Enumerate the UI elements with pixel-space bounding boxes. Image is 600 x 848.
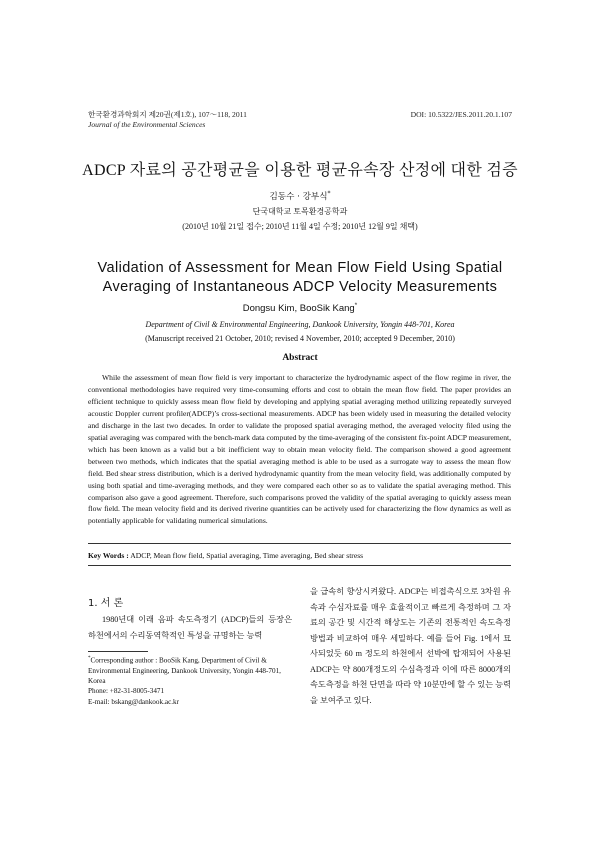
english-authors bbox=[0, 302, 600, 314]
divider-top bbox=[88, 543, 511, 544]
section-heading: 1. 서 론 bbox=[88, 598, 124, 609]
english-title-line2: Averaging of Instantaneous ADCP Velocity Measurements bbox=[102, 279, 498, 295]
section-left-text: 1980년대 이래 음파 속도측정기 (ADCP)들의 등장은 하천에서의 수리동역학적인 특성을 규명하는 능력 bbox=[88, 615, 292, 640]
korean-title: ADCP 자료의 공간평균을 이용한 평균유속장 산정에 대한 검증 bbox=[82, 162, 518, 179]
english-dates: (Manuscript received 21 October, 2010; revised 4 November, 2010; accepted 9 December, 2010) bbox=[145, 334, 455, 343]
korean-author-names: 김동수 · 강부식 bbox=[269, 192, 328, 202]
english-title-line1: Validation of Assessment for Mean Flow Field Using Spatial bbox=[97, 260, 503, 276]
english-affiliation: Department of Civil & Environmental Engineering, Dankook University, Yongin 448-701, Korea bbox=[145, 320, 455, 329]
divider-bottom bbox=[88, 565, 511, 566]
footnote bbox=[88, 654, 292, 707]
korean-authors bbox=[0, 190, 600, 202]
journal-header bbox=[88, 110, 247, 130]
korean-dates: (2010년 10월 21일 접수; 2010년 11월 4일 수정; 2010년 12월 9일 채택) bbox=[182, 222, 418, 231]
footnote-author-text: Corresponding author : BooSik Kang, Department of Civil & Environmental Engineering, Dankook University, Yongin 448-701, Korea bbox=[88, 656, 281, 685]
footnote-divider bbox=[88, 651, 148, 652]
footnote-mark: * bbox=[88, 656, 91, 661]
english-author-names: Dongsu Kim, BooSik Kang bbox=[242, 303, 355, 315]
abstract-body: While the assessment of mean flow field is very important to characterize the hydrodynamic aspect of the flow regime in river, the conventional methodologies have required very time-consuming efforts and cost to obtain the mean flow field. The paper provides an efficient technique to quickly assess mean flow field by developing and applying spatial averaging method utilizing repeatedly surveyed acoustic Doppler current profiler(ADCP)’s cross-sectional measurements. ADCP has been widely used in measuring the detailed velocity and discharge in the last two decades. In order to validate the proposed spatial averaging method, the averaged velocity filed using the spatial averaging was compared with the bench-mark data computed by the time-averaging of the consistent fix-point ADCP measurement, which has been known as a valid but a bit inefficient way to obtain mean velocity field. The comparison showed a good agreement between two methods, which indicates that the spatial averaging method is able to be used as a surrogate way to assess the mean flow field. Bed shear stress distribution, which is a derived hydrodynamic quantity from the mean velocity field, was additionally computed by using both spatial and time-averaging methods, and they were compared each other so as to validate the spatial averaging method. This comparison also gave a good agreement. Therefore, such comparisons proved the validity of the spatial averaging to quickly assess mean flow field. The mean velocity field and its derived riverine quantities can be actively used for characterizing the flow dynamics as well as potentially applicable for validating numerical simulations. bbox=[88, 373, 511, 526]
footnote-author bbox=[88, 654, 292, 686]
abstract-heading: Abstract bbox=[282, 353, 318, 363]
keywords-label: Key Words : bbox=[88, 551, 129, 560]
journal-line: 한국환경과학회지 제20권(제1호), 107～118, 2011 bbox=[88, 110, 247, 119]
footnote-phone: Phone: +82-31-8005-3471 bbox=[88, 687, 165, 696]
keywords-text: ADCP, Mean flow field, Spatial averaging, Time averaging, Bed shear stress bbox=[130, 551, 364, 560]
keywords bbox=[88, 551, 511, 560]
footnote-email: E-mail: bskang@dankook.ac.kr bbox=[88, 697, 180, 706]
section-right-text: 을 급속히 향상시켜왔다. ADCP는 비접촉식으로 3차원 유속과 수심자료를 매우 효율적이고 빠르게 측정하며 그 자료의 공간 및 시간적 해상도는 기존의 전통적인 속도측정방법과 비교하여 매우 세밀하다. 예를 들어 Fig. 1에서 묘사되었듯 60 m 정도의 하천에서 선박에 탑재되어 사용된 ADCP는 약 800개정도의 수심측정과 이에 따른 8000개의 속도측정을 하천 단면을 따라 약 10분만에 할 수 있는 능력을 보여주고 있다. bbox=[310, 587, 511, 705]
english-corresponding-mark: * bbox=[354, 302, 358, 309]
journal-name: Journal of the Environmental Sciences bbox=[88, 120, 206, 129]
english-title bbox=[60, 259, 540, 297]
korean-corresponding-mark: * bbox=[327, 190, 331, 198]
doi: DOI: 10.5322/JES.2011.20.1.107 bbox=[410, 110, 512, 119]
korean-affiliation: 단국대학교 토목환경공학과 bbox=[252, 207, 348, 216]
